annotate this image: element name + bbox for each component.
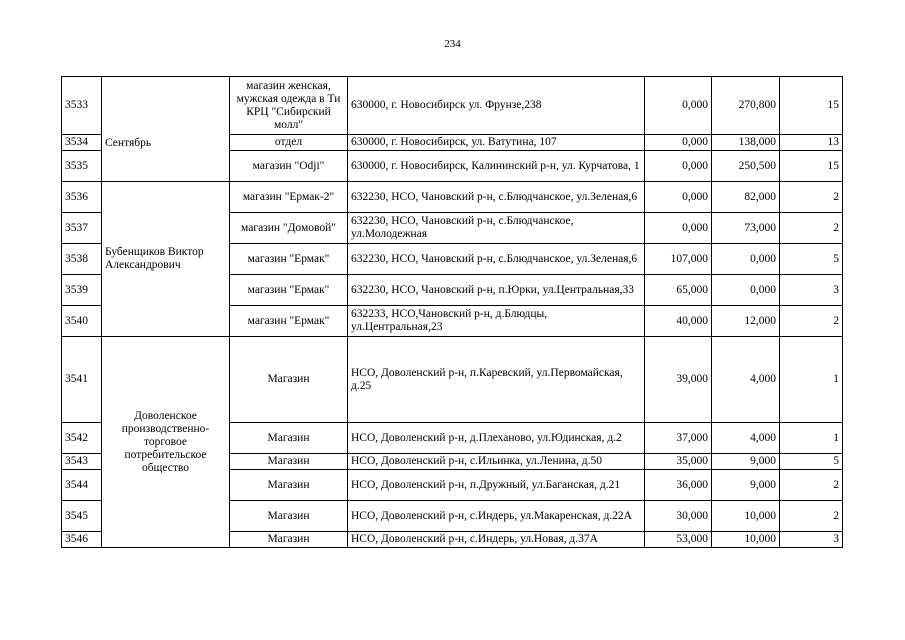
value-a: 39,000: [645, 337, 712, 423]
shop-address: НСО, Доволенский р-н, п.Дружный, ул.Баганская, д.21: [348, 470, 645, 501]
value-b: 138,000: [712, 135, 780, 151]
row-number: 3544: [62, 470, 102, 501]
shop-type: Магазин: [230, 454, 348, 470]
value-b: 0,000: [712, 275, 780, 306]
value-c: 3: [780, 532, 843, 548]
shop-type: магазин "Ермак": [230, 244, 348, 275]
value-b: 4,000: [712, 423, 780, 454]
value-c: 3: [780, 275, 843, 306]
value-a: 0,000: [645, 213, 712, 244]
value-a: 36,000: [645, 470, 712, 501]
row-number: 3536: [62, 182, 102, 213]
value-b: 4,000: [712, 337, 780, 423]
shop-type: магазин "Ермак-2": [230, 182, 348, 213]
value-c: 15: [780, 151, 843, 182]
owner-name: Сентябрь: [102, 77, 230, 182]
shop-address: 632230, НСО, Чановский р-н, с.Блюдчанское, ул.Молодежная: [348, 213, 645, 244]
value-a: 30,000: [645, 501, 712, 532]
value-a: 65,000: [645, 275, 712, 306]
shop-type: Магазин: [230, 337, 348, 423]
table-row: [62, 182, 843, 213]
value-a: 40,000: [645, 306, 712, 337]
value-a: 0,000: [645, 182, 712, 213]
value-a: 0,000: [645, 77, 712, 135]
value-a: 0,000: [645, 135, 712, 151]
value-b: 10,000: [712, 501, 780, 532]
shop-type: магазин "Ермак": [230, 306, 348, 337]
value-a: 107,000: [645, 244, 712, 275]
value-c: 13: [780, 135, 843, 151]
shop-type: Магазин: [230, 532, 348, 548]
shop-address: 632230, НСО, Чановский р-н, с.Блюдчанское, ул.Зеленая,6: [348, 182, 645, 213]
shop-address: НСО, Доволенский р-н, с.Ильинка, ул.Ленина, д.50: [348, 454, 645, 470]
shop-address: 630000, г. Новосибирск ул. Фрунзе,238: [348, 77, 645, 135]
row-number: 3545: [62, 501, 102, 532]
shop-address: 630000, г. Новосибирск, Калининский р-н, ул. Курчатова, 1: [348, 151, 645, 182]
shop-type: отдел: [230, 135, 348, 151]
value-c: 2: [780, 306, 843, 337]
shop-type: магазин "Домовой": [230, 213, 348, 244]
shop-address: 632230, НСО, Чановский р-н, п.Юрки, ул.Центральная,33: [348, 275, 645, 306]
value-c: 2: [780, 501, 843, 532]
value-a: 53,000: [645, 532, 712, 548]
shop-type: магазин женская, мужская одежда в Ти КРЦ "Сибирский молл": [230, 77, 348, 135]
row-number: 3533: [62, 77, 102, 135]
row-number: 3543: [62, 454, 102, 470]
table-row: [62, 77, 843, 135]
value-c: 5: [780, 244, 843, 275]
value-c: 2: [780, 182, 843, 213]
shops-table: [61, 76, 843, 548]
owner-name: Доволенское производственно-торговое потребительское общество: [102, 337, 230, 548]
row-number: 3540: [62, 306, 102, 337]
value-b: 12,000: [712, 306, 780, 337]
shop-type: магазин "Odji": [230, 151, 348, 182]
row-number: 3535: [62, 151, 102, 182]
value-c: 1: [780, 423, 843, 454]
value-b: 250,500: [712, 151, 780, 182]
value-a: 0,000: [645, 151, 712, 182]
shop-address: 632230, НСО, Чановский р-н, с.Блюдчанское, ул.Зеленая,6: [348, 244, 645, 275]
value-b: 9,000: [712, 470, 780, 501]
value-b: 9,000: [712, 454, 780, 470]
owner-name: Бубенщиков Виктор Александрович: [102, 182, 230, 337]
shop-type: Магазин: [230, 423, 348, 454]
table-row: [62, 337, 843, 423]
row-number: 3534: [62, 135, 102, 151]
shop-address: 632233, НСО,Чановский р-н, д.Блюдцы, ул.Центральная,23: [348, 306, 645, 337]
row-number: 3537: [62, 213, 102, 244]
shop-type: Магазин: [230, 470, 348, 501]
row-number: 3538: [62, 244, 102, 275]
value-b: 270,800: [712, 77, 780, 135]
row-number: 3546: [62, 532, 102, 548]
value-c: 15: [780, 77, 843, 135]
value-c: 2: [780, 213, 843, 244]
shop-address: НСО, Доволенский р-н, с.Индерь, ул.Макаренская, д.22А: [348, 501, 645, 532]
row-number: 3541: [62, 337, 102, 423]
value-a: 37,000: [645, 423, 712, 454]
value-c: 5: [780, 454, 843, 470]
page-number: 234: [444, 38, 461, 50]
shop-address: НСО, Доволенский р-н, п.Каревский, ул.Первомайская, д.25: [348, 337, 645, 423]
value-b: 10,000: [712, 532, 780, 548]
shop-address: НСО, Доволенский р-н, с.Индерь, ул.Новая, д.37А: [348, 532, 645, 548]
shop-type: магазин "Ермак": [230, 275, 348, 306]
value-b: 73,000: [712, 213, 780, 244]
value-b: 82,000: [712, 182, 780, 213]
shop-type: Магазин: [230, 501, 348, 532]
value-c: 1: [780, 337, 843, 423]
shop-address: НСО, Доволенский р-н, д.Плеханово, ул.Юдинская, д.2: [348, 423, 645, 454]
value-c: 2: [780, 470, 843, 501]
row-number: 3542: [62, 423, 102, 454]
row-number: 3539: [62, 275, 102, 306]
shop-address: 630000, г. Новосибирск, ул. Ватутина, 107: [348, 135, 645, 151]
value-b: 0,000: [712, 244, 780, 275]
value-a: 35,000: [645, 454, 712, 470]
